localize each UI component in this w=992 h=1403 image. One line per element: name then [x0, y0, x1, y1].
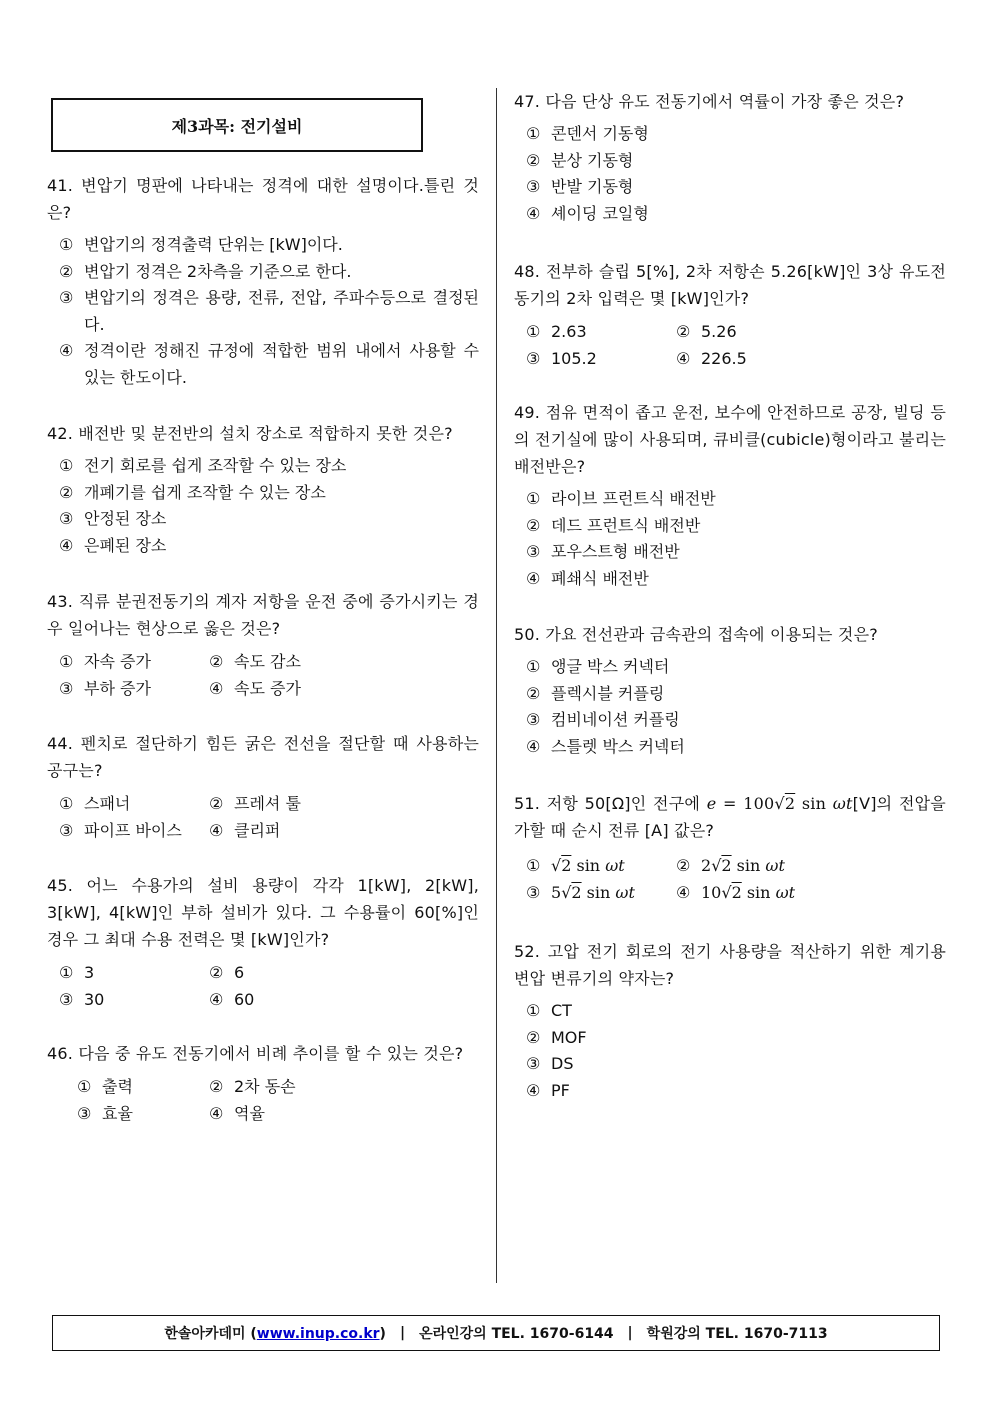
option-4[interactable]: ④ PF	[526, 1080, 570, 1100]
question-text: 52. 고압 전기 회로의 전기 사용량을 적산하기 위한 계기용 변압 변류기의 약자는?	[514, 942, 946, 988]
option-1[interactable]: ① 3	[59, 963, 95, 982]
option-3[interactable]: ③ 컴비네이션 커플링	[526, 710, 680, 729]
question-text: 49. 점유 면적이 좁고 운전, 보수에 안전하므로 공장, 빌딩 등의 전기실에 많이 사용되며, 큐비클(cubicle)형이라고 불리는 배전반은?	[514, 403, 946, 476]
question-51	[514, 790, 946, 906]
option-1[interactable]: ① 2.63	[526, 322, 587, 341]
question-46	[47, 1040, 479, 1127]
option-2[interactable]: ② 5.26	[676, 322, 737, 341]
footer-separator: |	[627, 1325, 633, 1341]
option-list	[526, 998, 946, 1104]
option-1[interactable]: ① 스패너	[59, 794, 131, 813]
option-grid	[59, 648, 479, 702]
option-4[interactable]: ④ 스틀렛 박스 커넥터	[526, 736, 685, 756]
question-text: 48. 전부하 슬립 5[%], 2차 저항손 5.26[kW]인 3상 유도전동기의 2차 입력은 몇 [kW]인가?	[514, 262, 946, 308]
option-4[interactable]: ④ 역율	[209, 1104, 265, 1123]
question-48	[514, 258, 946, 372]
option-2[interactable]: ② 2차 동손	[209, 1077, 296, 1096]
option-grid	[59, 790, 479, 844]
question-text: 41. 변압기 명판에 나타내는 정격에 대한 설명이다.틀린 것은?	[47, 176, 479, 222]
online-phone: 온라인강의 TEL. 1670-6144	[419, 1326, 614, 1342]
question-43	[47, 588, 479, 702]
option-1[interactable]: ① 자속 증가	[59, 652, 151, 671]
website-link[interactable]: www.inup.co.kr	[256, 1326, 380, 1342]
option-grid	[526, 318, 946, 372]
option-grid	[77, 1073, 479, 1127]
option-list	[526, 486, 946, 592]
question-45	[47, 872, 479, 1013]
voltage-formula: e = 100√2 sin ωt	[706, 794, 853, 813]
option-2[interactable]: ② 속도 감소	[209, 652, 301, 671]
option-1[interactable]: ① 변압기의 정격출력 단위는 [kW]이다.	[59, 235, 343, 254]
question-text: 43. 직류 분권전동기의 계자 저항을 운전 중에 증가시키는 경우 일어나는 현상으로 옳은 것은?	[47, 592, 479, 638]
option-3[interactable]: ③ 105.2	[526, 349, 597, 368]
footer-separator: |	[399, 1325, 406, 1341]
footer-name: 한솔아카데미 (www.inup.co.kr)	[164, 1326, 386, 1342]
question-text: 50. 가요 전선관과 금속관의 접속에 이용되는 것은?	[514, 625, 878, 644]
option-2[interactable]: ② 분상 기동형	[526, 150, 634, 170]
option-1[interactable]: ① CT	[526, 1001, 572, 1020]
option-2[interactable]: ② 플렉시블 커플링	[526, 683, 665, 703]
question-47	[514, 88, 946, 227]
option-grid	[526, 852, 946, 906]
option-2[interactable]: ② 개폐기를 쉽게 조작할 수 있는 장소	[59, 482, 326, 502]
option-3[interactable]: ③ DS	[526, 1054, 574, 1073]
footer	[52, 1315, 940, 1351]
option-3[interactable]: ③ 변압기의 정격은 용량, 전류, 전압, 주파수등으로 결정된다.	[59, 288, 479, 334]
question-50	[514, 621, 946, 760]
column-divider	[496, 88, 497, 1283]
option-list	[59, 453, 479, 559]
option-1[interactable]: ① 콘덴서 기동형	[526, 124, 649, 143]
question-text: 47. 다음 단상 유도 전동기에서 역률이 가장 좋은 것은?	[514, 92, 905, 111]
offline-phone: 학원강의 TEL. 1670-7113	[646, 1326, 828, 1342]
option-3[interactable]: ③ 포우스트형 배전반	[526, 542, 680, 561]
question-text: 46. 다음 중 유도 전동기에서 비례 추이를 할 수 있는 것은?	[47, 1044, 464, 1063]
question-41	[47, 172, 479, 391]
option-list	[59, 232, 479, 391]
section-title: 제3과목: 전기설비	[51, 98, 423, 152]
option-4[interactable]: ④ 폐쇄식 배전반	[526, 568, 649, 588]
option-2[interactable]: ② 변압기 정격은 2차측을 기준으로 한다.	[59, 261, 352, 281]
option-list	[526, 654, 946, 760]
option-1[interactable]: ① 출력	[77, 1077, 133, 1096]
option-3[interactable]: ③ 반발 기동형	[526, 177, 634, 196]
question-text: 42. 배전반 및 분전반의 설치 장소로 적합하지 못한 것은?	[47, 424, 453, 443]
option-2[interactable]: ② 프레셔 툴	[209, 794, 301, 813]
option-2[interactable]: ② 2√2 sin ωt	[676, 856, 785, 875]
option-list	[526, 121, 946, 227]
option-3[interactable]: ③ 부하 증가	[59, 679, 151, 698]
option-3[interactable]: ③ 파이프 바이스	[59, 821, 182, 840]
option-2[interactable]: ② 데드 프런트식 배전반	[526, 515, 701, 535]
option-4[interactable]: ④ 속도 증가	[209, 679, 301, 698]
option-grid	[59, 959, 479, 1013]
question-text: 44. 펜치로 절단하기 힘든 굵은 전선을 절단할 때 사용하는 공구는?	[47, 734, 479, 780]
option-1[interactable]: ① 전기 회로를 쉽게 조작할 수 있는 장소	[59, 456, 347, 475]
option-4[interactable]: ④ 226.5	[676, 349, 747, 368]
option-1[interactable]: ① 라이브 프런트식 배전반	[526, 489, 716, 508]
question-42	[47, 420, 479, 559]
question-44	[47, 730, 479, 844]
option-4[interactable]: ④ 셰이딩 코일형	[526, 203, 649, 223]
option-4[interactable]: ④ 정격이란 정해진 규정에 적합한 범위 내에서 사용할 수 있는 한도이다.	[59, 341, 479, 387]
option-2[interactable]: ② 6	[209, 963, 245, 982]
question-text: 51. 저항 50[Ω]인 전구에 e = 100√2 sin ωt[V]의 전압을 가할 때 순시 전류 [A] 값은?	[514, 794, 946, 840]
option-1[interactable]: ① 앵글 박스 커넥터	[526, 657, 670, 676]
option-1[interactable]: ① √2 sin ωt	[526, 856, 625, 875]
question-52	[514, 938, 946, 1104]
option-3[interactable]: ③ 안정된 장소	[59, 509, 167, 528]
question-49	[514, 399, 946, 592]
option-4[interactable]: ④ 60	[209, 990, 255, 1009]
question-text: 45. 어느 수용가의 설비 용량이 각각 1[kW], 2[kW], 3[kW], 4[kW]인 부하 설비가 있다. 그 수용률이 60[%]인 경우 그 최대 수용 전력은 몇 [kW]인가?	[47, 876, 479, 949]
option-4[interactable]: ④ 클리퍼	[209, 821, 281, 840]
option-4[interactable]: ④ 은폐된 장소	[59, 535, 167, 555]
option-3[interactable]: ③ 효율	[77, 1104, 133, 1123]
option-4[interactable]: ④ 10√2 sin ωt	[676, 883, 796, 902]
option-3[interactable]: ③ 30	[59, 990, 105, 1009]
option-2[interactable]: ② MOF	[526, 1027, 587, 1047]
option-3[interactable]: ③ 5√2 sin ωt	[526, 883, 635, 902]
